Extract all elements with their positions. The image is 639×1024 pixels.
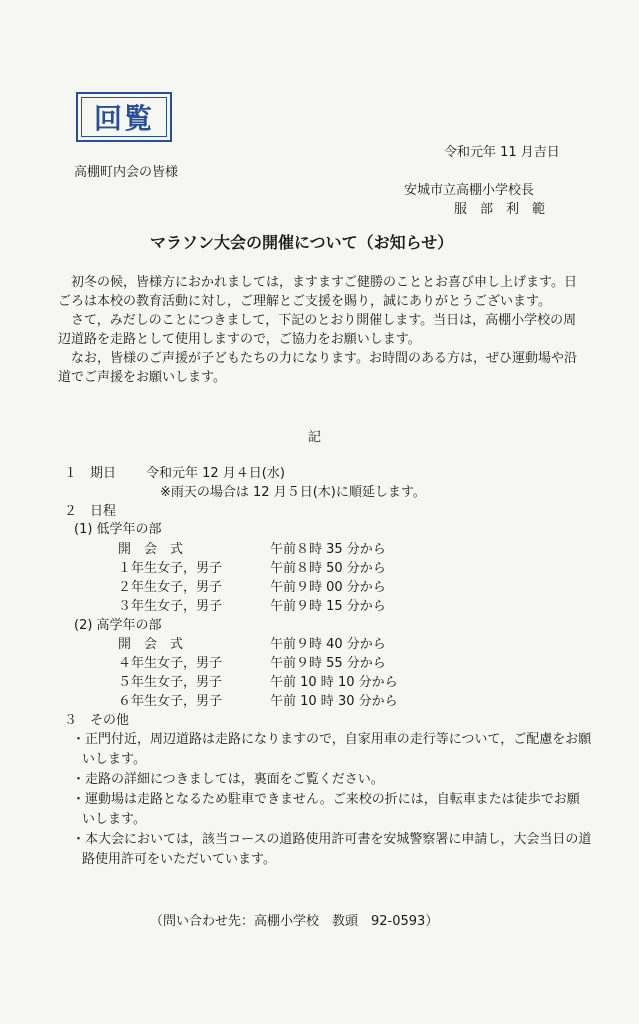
ki-heading: 記 [308,430,322,445]
schedule-event: ６年生女子，男子 [118,694,223,709]
schedule-time: 午前９時 00 分から [270,580,386,595]
schedule-event: ５年生女子，男子 [118,675,223,690]
body-text [58,273,588,387]
schedule-time: 午前８時 50 分から [270,561,386,576]
group-label-lower: (1) 低学年の部 [74,522,162,537]
body-paragraph-2: さて，みだしのことにつきまして，下記のとおり開催します。当日は，高棚小学校の周辺道路を走路として使用しますので，ご協力をお願いします。 [58,313,577,347]
schedule-event: 開 会 式 [118,637,184,652]
event-date: 令和元年 12 月４日(水) [146,466,285,481]
contact-info: （問い合わせ先：高棚小学校 教頭 92-0593） [150,914,439,929]
section1-number: １ [64,466,78,481]
schedule-time: 午前９時 55 分から [270,656,386,671]
schedule-event: 開 会 式 [118,542,184,557]
notice-item: ・本大会においては，該当コースの道路使用許可書を安城警察署に申請し，大会当日の道路使用許可をいただいています。 [72,832,592,867]
recipient: 高棚町内会の皆様 [74,165,179,180]
section3-number: ３ [64,713,78,728]
schedule-time: 午前 10 時 30 分から [270,694,398,709]
kairan-stamp [76,92,172,142]
schedule-time: 午前８時 35 分から [270,542,386,557]
section3-label: その他 [90,713,130,728]
document-date: 令和元年 11 月吉日 [444,145,560,160]
kairan-stamp-label: 回覧 [81,97,167,137]
schedule-time: 午前９時 15 分から [270,599,386,614]
notice-item: ・正門付近，周辺道路は走路になりますので，自家用車の走行等について，ご配慮をお願いします。 [72,732,592,767]
schedule-event: ４年生女子，男子 [118,656,223,671]
body-paragraph-1: 初冬の候，皆様方におかれましては，ますますご健勝のこととお喜び申し上げます。日ごろは本校の教育活動に対し，ご理解とご支援を賜り，誠にありがとうございます。 [58,275,577,309]
sender-name: 服 部 利 範 [454,202,546,217]
body-paragraph-3: なお，皆様のご声援が子どもたちの力になります。お時間のある方は，ぜひ運動場や沿道でご声援をお願いします。 [58,351,577,385]
page-title: マラソン大会の開催について（お知らせ） [150,233,454,252]
rain-note: ※雨天の場合は 12 月５日(木)に順延します。 [160,485,426,500]
schedule-event: ２年生女子，男子 [118,580,223,595]
group-label-upper: (2) 高学年の部 [74,618,162,633]
schedule-time: 午前 10 時 10 分から [270,675,398,690]
section2-label: 日程 [90,504,117,519]
schedule-time: 午前９時 40 分から [270,637,386,652]
section1-label: 期日 [90,466,117,481]
notice-item: ・走路の詳細につきましては，裏面をご覧ください。 [72,772,384,787]
schedule-event: １年生女子，男子 [118,561,223,576]
schedule-event: ３年生女子，男子 [118,599,223,614]
section2-number: ２ [64,504,78,519]
notice-item: ・運動場は走路となるため駐車できません。ご来校の折には，自転車または徒歩でお願いします。 [72,792,580,827]
sender-org: 安城市立高棚小学校長 [404,183,535,198]
